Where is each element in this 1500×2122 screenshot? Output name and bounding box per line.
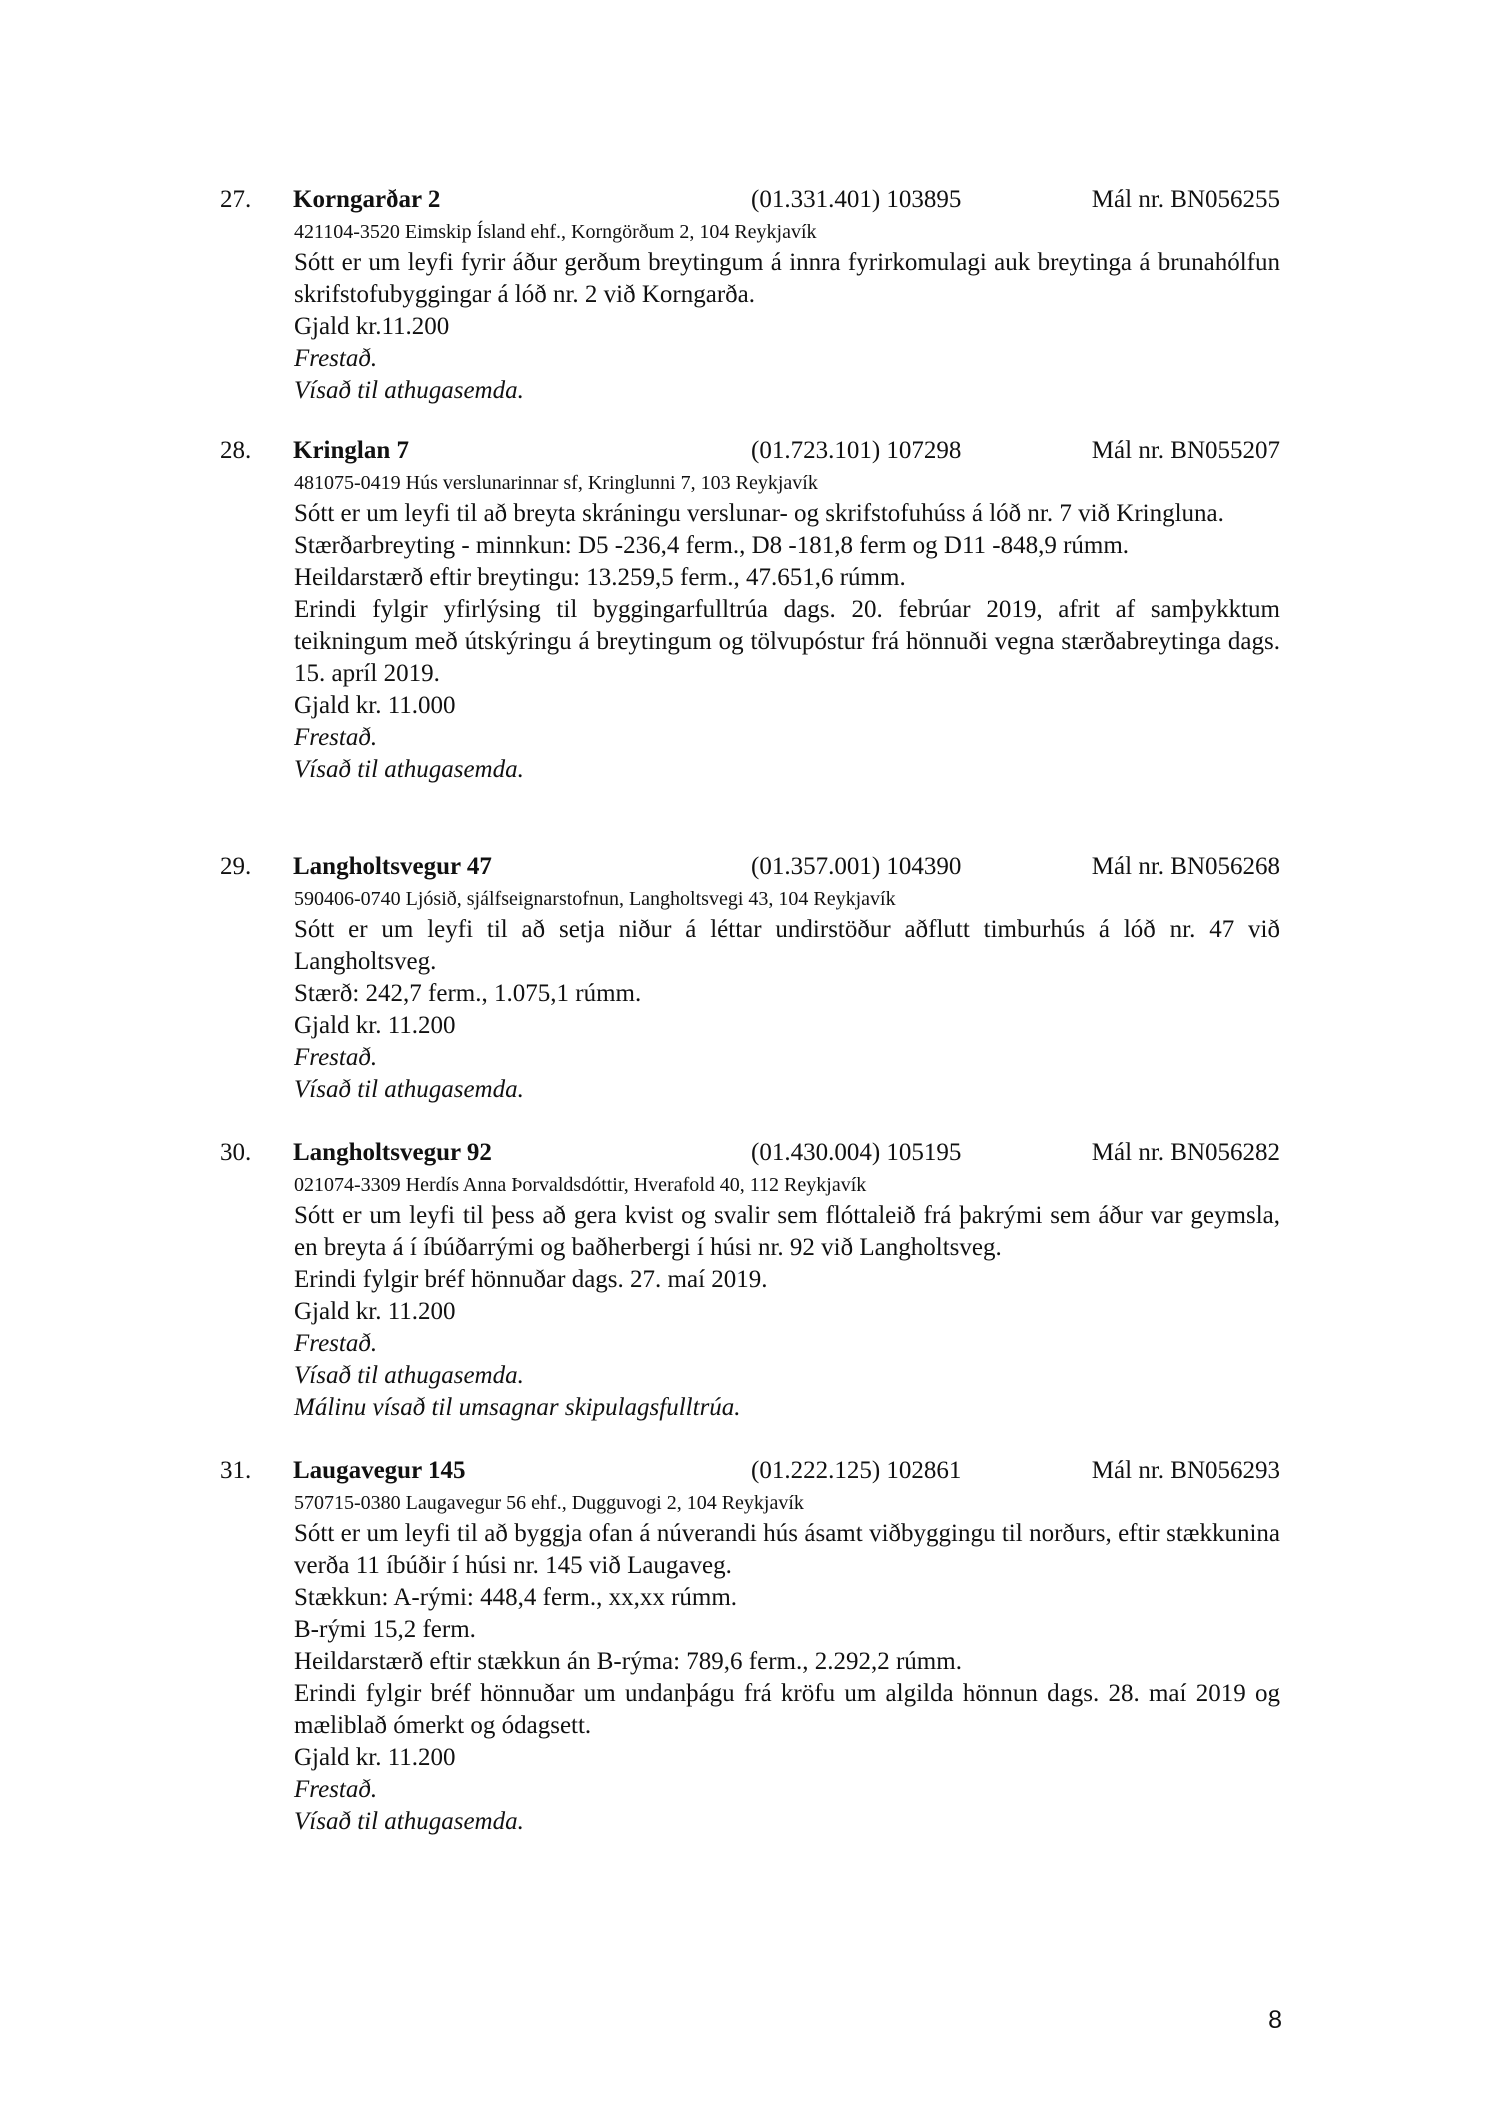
lot-number: (01.331.401) 103895	[751, 186, 962, 213]
item-number: 27.	[220, 186, 252, 213]
description: Sótt er um leyfi til að byggja ofan á núverandi hús ásamt viðbyggingu til norðurs, eftir stækkunina verða 11 íbúðir í húsi nr. 145 við Laugaveg.	[294, 1520, 1280, 1579]
applicant: 570715-0380 Laugavegur 56 ehf., Dugguvogi 2, 104 Reykjavík	[294, 1492, 804, 1514]
case-number: Mál nr. BN056268	[1091, 853, 1280, 880]
case-number: Mál nr. BN055207	[1091, 437, 1280, 464]
size-line: B-rými 15,2 ferm.	[294, 1616, 476, 1643]
fee-line: Gjald kr. 11.200	[294, 1012, 456, 1039]
applicant: 421104-3520 Eimskip Ísland ehf., Korngörðum 2, 104 Reykjavík	[294, 221, 817, 243]
agenda-item-27	[220, 183, 1280, 407]
case-number: Mál nr. BN056282	[1091, 1139, 1280, 1166]
lot-number: (01.430.004) 105195	[751, 1139, 962, 1166]
description: Sótt er um leyfi til að setja niður á léttar undirstöður aðflutt timburhús á lóð nr. 47 við Langholtsveg.	[294, 916, 1280, 975]
item-number: 30.	[220, 1139, 252, 1166]
item-title: Kringlan 7	[293, 437, 409, 464]
item-title: Langholtsvegur 92	[293, 1139, 492, 1166]
lot-number: (01.222.125) 102861	[751, 1457, 962, 1484]
size-line: Heildarstærð eftir breytingu: 13.259,5 ferm., 47.651,6 rúmm.	[294, 564, 906, 591]
decision-line: Frestað.	[294, 724, 378, 751]
item-number: 28.	[220, 437, 252, 464]
decision-line: Málinu vísað til umsagnar skipulagsfulltrúa.	[294, 1394, 741, 1421]
item-body	[294, 468, 1280, 786]
item-body	[294, 1170, 1280, 1424]
fee-line: Gjald kr. 11.200	[294, 1298, 456, 1325]
decision-line: Vísað til athugasemda.	[294, 1076, 524, 1103]
description: Sótt er um leyfi til að breyta skráningu verslunar- og skrifstofuhúss á lóð nr. 7 við Kringluna.	[294, 500, 1224, 527]
item-header	[220, 1136, 1280, 1170]
item-body	[294, 217, 1280, 407]
item-header	[220, 850, 1280, 884]
item-number: 31.	[220, 1457, 252, 1484]
description: Sótt er um leyfi til þess að gera kvist og svalir sem flóttaleið frá þakrými sem áður var geymsla, en breyta á í íbúðarrými og baðherbergi í húsi nr. 92 við Langholtsveg.	[294, 1202, 1280, 1261]
decision-line: Vísað til athugasemda.	[294, 1808, 524, 1835]
description: Sótt er um leyfi fyrir áður gerðum breytingum á innra fyrirkomulagi auk breytinga á brunahólfun skrifstofubyggingar á lóð nr. 2 við Korngarða.	[294, 249, 1280, 308]
size-line: Stærð: 242,7 ferm., 1.075,1 rúmm.	[294, 980, 642, 1007]
item-body	[294, 884, 1280, 1106]
decision-line: Frestað.	[294, 1330, 378, 1357]
decision-line: Frestað.	[294, 1044, 378, 1071]
decision-line: Vísað til athugasemda.	[294, 1362, 524, 1389]
applicant: 590406-0740 Ljósið, sjálfseignarstofnun, Langholtsvegi 43, 104 Reykjavík	[294, 888, 896, 910]
agenda-item-30	[220, 1136, 1280, 1424]
page-number: 8	[1268, 2006, 1282, 2034]
lot-number: (01.357.001) 104390	[751, 853, 962, 880]
decision-line: Frestað.	[294, 1776, 378, 1803]
item-title: Korngarðar 2	[293, 186, 441, 213]
lot-number: (01.723.101) 107298	[751, 437, 962, 464]
decision-line: Vísað til athugasemda.	[294, 377, 524, 404]
size-line: Stærðarbreyting - minnkun: D5 -236,4 ferm., D8 -181,8 ferm og D11 -848,9 rúmm.	[294, 532, 1130, 559]
fee-line: Gjald kr. 11.000	[294, 692, 456, 719]
agenda-item-31	[220, 1454, 1280, 1838]
item-header	[220, 434, 1280, 468]
applicant: 021074-3309 Herdís Anna Þorvaldsdóttir, Hverafold 40, 112 Reykjavík	[294, 1174, 867, 1196]
item-header	[220, 183, 1280, 217]
fee-line: Gjald kr. 11.200	[294, 1744, 456, 1771]
fee-line: Gjald kr.11.200	[294, 313, 450, 340]
case-number: Mál nr. BN056255	[1091, 186, 1280, 213]
decision-line: Vísað til athugasemda.	[294, 756, 524, 783]
item-body	[294, 1488, 1280, 1838]
decision-line: Frestað.	[294, 345, 378, 372]
item-title: Langholtsvegur 47	[293, 853, 492, 880]
size-line: Heildarstærð eftir stækkun án B-rýma: 789,6 ferm., 2.292,2 rúmm.	[294, 1648, 962, 1675]
agenda-item-28	[220, 434, 1280, 786]
item-title: Laugavegur 145	[293, 1457, 466, 1484]
agenda-item-29	[220, 850, 1280, 1106]
item-number: 29.	[220, 853, 252, 880]
attachments: Erindi fylgir bréf hönnuðar um undanþágu frá kröfu um algilda hönnun dags. 28. maí 2019 og mæliblað ómerkt og ódagsett.	[294, 1680, 1280, 1739]
item-header	[220, 1454, 1280, 1488]
applicant: 481075-0419 Hús verslunarinnar sf, Kringlunni 7, 103 Reykjavík	[294, 472, 818, 494]
case-number: Mál nr. BN056293	[1091, 1457, 1280, 1484]
size-line: Stækkun: A-rými: 448,4 ferm., xx,xx rúmm.	[294, 1584, 738, 1611]
attachments: Erindi fylgir yfirlýsing til byggingarfulltrúa dags. 20. febrúar 2019, afrit af samþykktum teikningum með útskýringu á breytingum og tölvupóstur frá hönnuði vegna stærðabreytinga dags. 15. apríl 2019.	[294, 596, 1280, 687]
attachments-line: Erindi fylgir bréf hönnuðar dags. 27. maí 2019.	[294, 1266, 768, 1293]
